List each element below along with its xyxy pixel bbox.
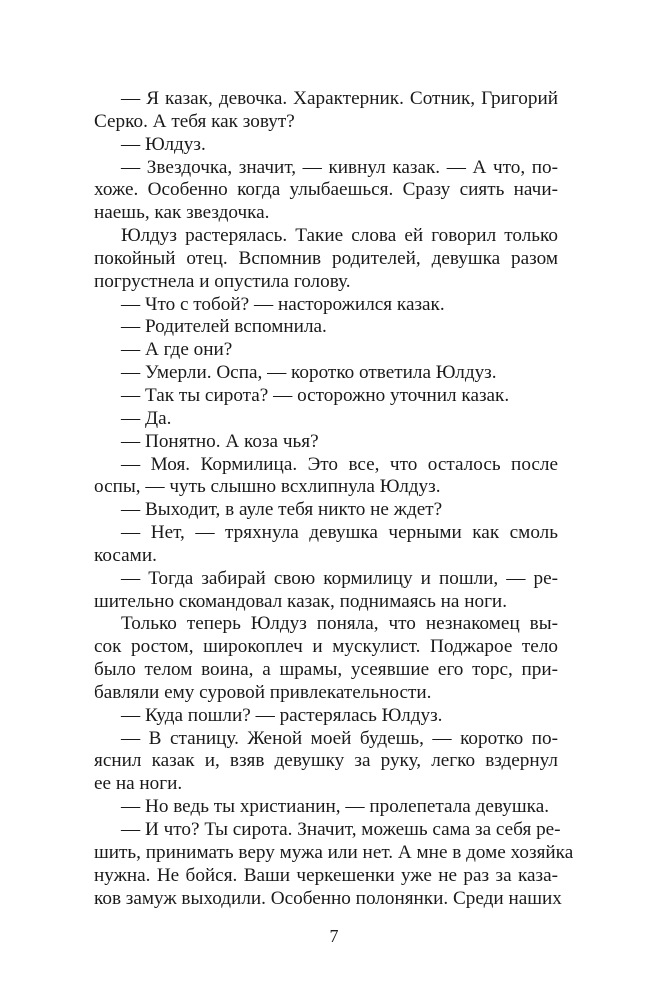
page-number: 7 — [329, 926, 339, 946]
text-line: — В станицу. Женой моей будешь, — коротко по- — [121, 727, 558, 749]
text-line: — Нет, — тряхнула девушка черными как смоль — [121, 522, 558, 544]
text-line: — Родителей вспомнила. — [121, 316, 327, 338]
text-line: Серко. А тебя как зовут? — [94, 110, 295, 132]
text-line: — Понятно. А коза чья? — [121, 430, 319, 452]
text-line: — Да. — [121, 407, 172, 429]
text-line: бавляли ему суровой привлекательности. — [94, 681, 432, 703]
text-line: — Тогда забирай свою кормилицу и пошли, — ре- — [121, 567, 558, 589]
text-line: — Выходит, в ауле тебя никто не ждет? — [121, 499, 443, 521]
text-line: — Но ведь ты христианин, — пролепетала девушка. — [121, 796, 550, 818]
text-line: наешь, как звездочка. — [94, 202, 270, 224]
text-line: сок ростом, широкоплеч и мускулист. Поджарое тело — [94, 636, 558, 658]
body-text — [94, 88, 574, 910]
text-line: оспы, — чуть слышно всхлипнула Юлдуз. — [94, 476, 441, 498]
text-line: шить, принимать веру мужа или нет. А мне в доме хозяйка — [94, 841, 574, 863]
text-line: — И что? Ты сирота. Значит, можешь сама за себя ре- — [121, 819, 561, 840]
text-line: шительно скомандовал казак, поднимаясь на ноги. — [94, 590, 507, 612]
text-line: — Моя. Кормилица. Это все, что осталось после — [121, 453, 558, 475]
text-line: погрустнела и опустила голову. — [94, 270, 351, 292]
text-line: — Звездочка, значит, — кивнул казак. — А что, по- — [121, 156, 558, 178]
text-line: — А где они? — [121, 339, 233, 361]
text-line: яснил казак и, взяв девушку за руку, легко вздернул — [94, 750, 558, 772]
text-line: — Куда пошли? — растерялась Юлдуз. — [121, 704, 443, 726]
text-line: нужна. Не бойся. Ваши черкешенки уже не раз за каза- — [94, 864, 558, 886]
text-line: было телом воина, а шрамы, усеявшие его торс, при- — [94, 659, 558, 681]
text-line: ков замуж выходили. Особенно полонянки. Среди наших — [94, 887, 562, 909]
text-line: Только теперь Юлдуз поняла, что незнакомец вы- — [121, 613, 558, 635]
text-line: ее на ноги. — [94, 773, 183, 795]
text-line: — Так ты сирота? — осторожно уточнил казак. — [121, 384, 510, 406]
text-line: — Юлдуз. — [121, 133, 206, 155]
text-line: косами. — [94, 544, 157, 566]
text-line: покойный отец. Вспомнив родителей, девушка разом — [94, 247, 558, 269]
text-line: — Что с тобой? — насторожился казак. — [121, 293, 445, 315]
text-line: Юлдуз растерялась. Такие слова ей говорил только — [121, 225, 558, 247]
text-line: — Умерли. Оспа, — коротко ответила Юлдуз. — [121, 362, 497, 384]
text-line: хоже. Особенно когда улыбаешься. Сразу сиять начи- — [94, 179, 558, 201]
text-line: — Я казак, девочка. Характерник. Сотник, Григорий — [121, 88, 558, 109]
